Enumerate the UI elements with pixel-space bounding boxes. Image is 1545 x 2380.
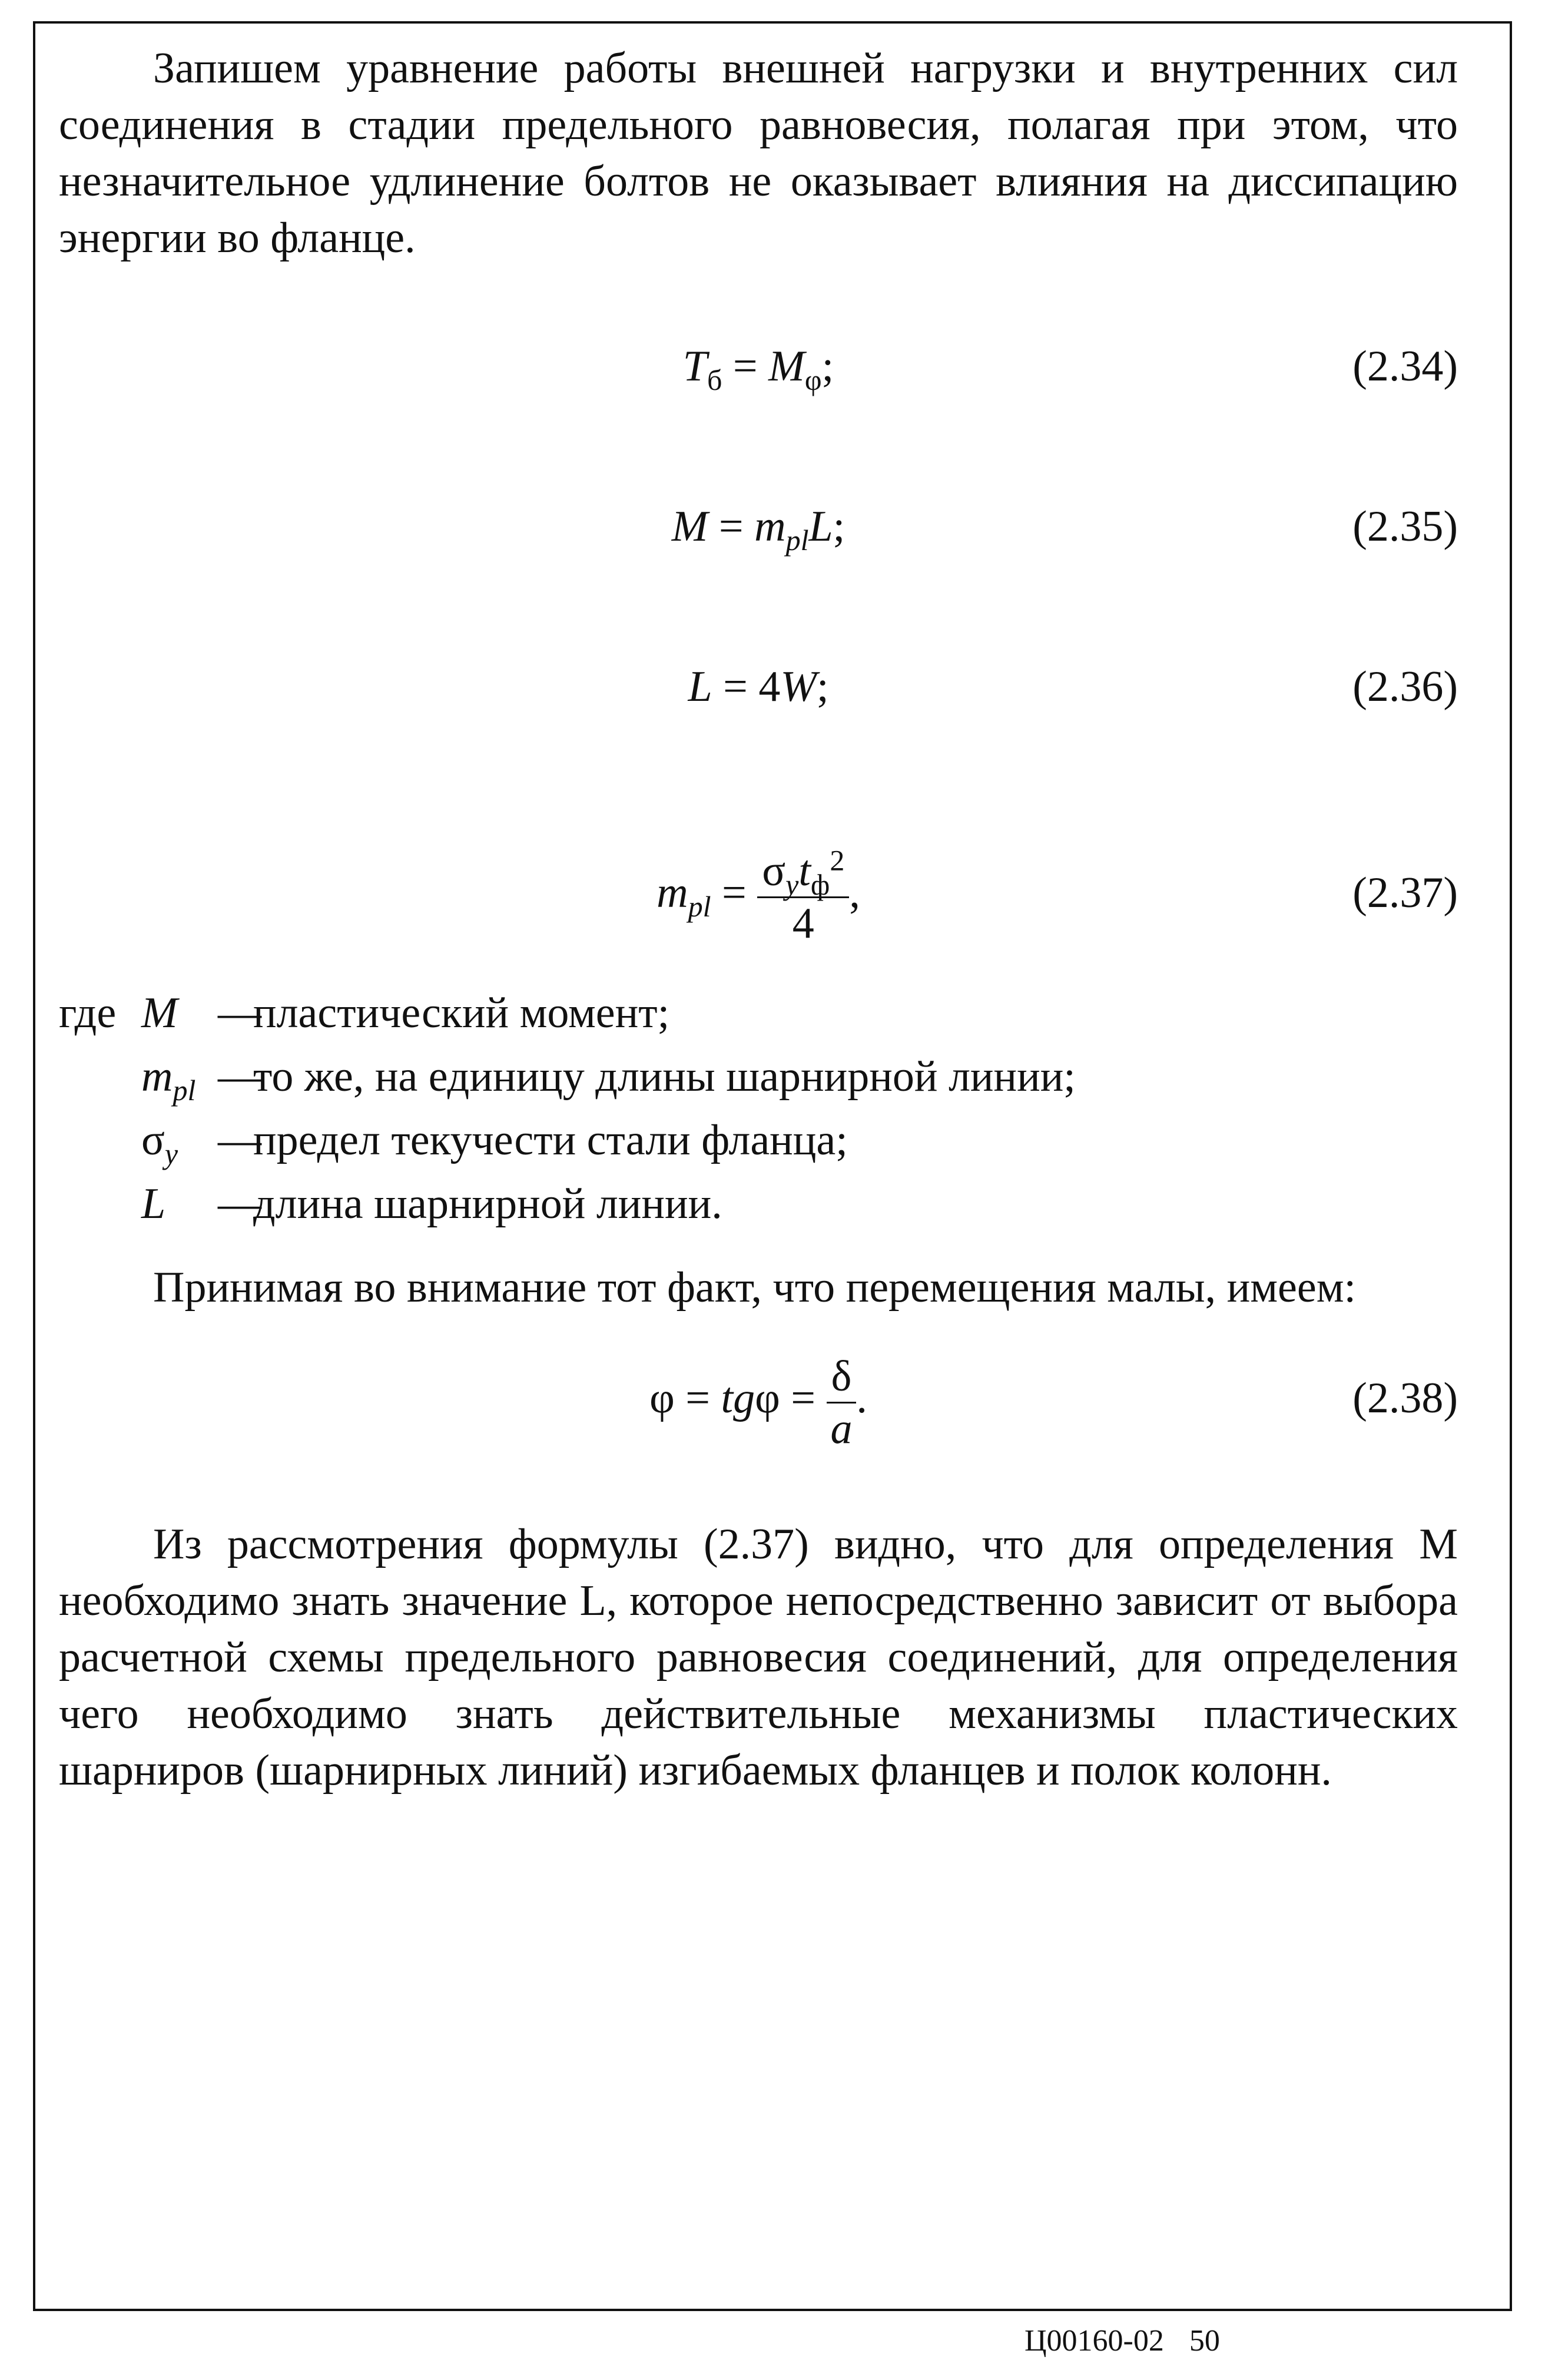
definition-text: пластический момент;	[253, 989, 670, 1037]
equation-2-36-body: L = 4W;	[688, 663, 829, 711]
definition-symbol: L	[141, 1180, 166, 1228]
equation-number: (2.36)	[1352, 663, 1458, 711]
document-code: Ц00160-02	[1025, 2324, 1164, 2358]
definition-text: то же, на единицу длины шарнирной линии;	[253, 1052, 1076, 1101]
equation-2-34	[59, 337, 1458, 396]
fraction: $\frac{\delta}{a}$	[827, 1351, 857, 1454]
definition-item	[59, 1172, 1458, 1236]
equation-2-37-body: $m_{pl}$ = $\frac{\sigma_yt_ф^2}{4}$ ,	[657, 843, 860, 948]
equation-2-35-body: $M = m_{pl}L$;	[671, 502, 846, 557]
definition-dash: —	[218, 1116, 261, 1164]
definition-symbol: $m_{pl}$	[141, 1052, 196, 1107]
page-footer	[1025, 2323, 1238, 2359]
paragraph-conclusion: Из рассмотрения формулы (2.37) видно, что для определения M необходимо знать значение L, которое непосредственно зависит от выбора расчетной схемы предельного равновесия соединений, для определения чего необходимо знать действительные механизмы пластических шарниров (шарнирных линий) изгибаемых фланцев и полок колонн.	[59, 1520, 1458, 1795]
definition-dash: —	[218, 989, 261, 1037]
definitions-list	[59, 981, 1458, 1236]
page-content	[59, 40, 1458, 1799]
equation-2-38-body: φ = tgφ = $\frac{\delta}{a}$ .	[649, 1352, 867, 1453]
equation-number: (2.38)	[1352, 1374, 1458, 1422]
definition-symbol: $\sigma_y$	[141, 1116, 178, 1170]
equation-2-35	[59, 497, 1458, 556]
fraction: $\frac{\sigma_yt_ф^2}{4}$	[757, 846, 849, 949]
equation-number: (2.35)	[1352, 502, 1458, 551]
definition-dash: —	[218, 1052, 261, 1101]
equation-2-37	[59, 840, 1458, 946]
equation-number: (2.34)	[1352, 342, 1458, 390]
definition-text: длина шарнирной линии.	[253, 1180, 722, 1228]
definition-item	[59, 981, 1458, 1045]
equation-number: (2.37)	[1352, 869, 1458, 917]
equation-2-36	[59, 657, 1458, 716]
equation-2-34-body: $T_б = M_\varphi$;	[682, 342, 834, 396]
definition-text: предел текучести стали фланца;	[253, 1116, 848, 1164]
definitions-lead: где	[59, 989, 117, 1037]
definition-symbol: M	[141, 989, 178, 1037]
equation-2-38	[59, 1345, 1458, 1451]
paragraph-intro: Запишем уравнение работы внешней нагрузки и внутренних сил соединения в стадии предельного равновесия, полагая при этом, что незначительное удлинение болтов не оказывает влияния на диссипацию энергии во фланце.	[59, 44, 1458, 262]
paragraph-small-displacements: Принимая во внимание тот факт, что перемещения малы, имеем:	[153, 1263, 1357, 1312]
definition-item	[59, 1108, 1458, 1172]
page-number: 50	[1189, 2324, 1220, 2358]
definition-dash: —	[218, 1180, 261, 1228]
definition-item	[59, 1045, 1458, 1108]
